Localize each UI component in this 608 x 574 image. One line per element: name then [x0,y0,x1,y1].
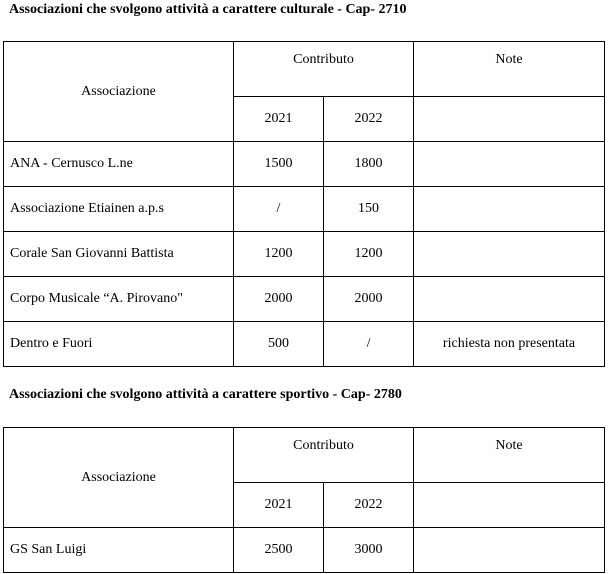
value-2022: 1200 [324,232,414,277]
note-cell: richiesta non presentata [414,322,605,367]
table-sportivo [3,427,605,573]
value-2021: 2000 [234,277,324,322]
header-associazione: Associazione [4,42,234,142]
value-2022: 150 [324,187,414,232]
note-cell [414,142,605,187]
table-row [4,187,605,232]
table-row [4,232,605,277]
note-cell [414,528,605,573]
note-cell [414,232,605,277]
value-2021: 1500 [234,142,324,187]
header-contributo: Contributo [234,428,414,483]
header-year-2021: 2021 [234,97,324,142]
header-year-2021: 2021 [234,483,324,528]
header-note: Note [414,428,605,483]
header-contributo: Contributo [234,42,414,97]
section-title-sportivo: Associazioni che svolgono attività a carattere sportivo - Cap- 2780 [9,387,402,402]
association-name: Associazione Etiainen a.p.s [4,187,234,232]
header-year-2022: 2022 [324,97,414,142]
table-row [4,528,605,573]
header-note-empty [414,97,605,142]
value-2021: / [234,187,324,232]
value-2022: / [324,322,414,367]
table-row [4,277,605,322]
header-associazione: Associazione [4,428,234,528]
value-2022: 1800 [324,142,414,187]
table-row [4,322,605,367]
table-row [4,142,605,187]
value-2021: 2500 [234,528,324,573]
header-note-empty [414,483,605,528]
association-name: Dentro e Fuori [4,322,234,367]
association-name: GS San Luigi [4,528,234,573]
header-year-2022: 2022 [324,483,414,528]
value-2021: 1200 [234,232,324,277]
association-name: Corale San Giovanni Battista [4,232,234,277]
association-name: Corpo Musicale “A. Pirovano" [4,277,234,322]
value-2022: 3000 [324,528,414,573]
header-note: Note [414,42,605,97]
note-cell [414,187,605,232]
note-cell [414,277,605,322]
section-title-culturale: Associazioni che svolgono attività a carattere culturale - Cap- 2710 [9,2,407,17]
association-name: ANA - Cernusco L.ne [4,142,234,187]
value-2021: 500 [234,322,324,367]
value-2022: 2000 [324,277,414,322]
table-culturale [3,41,605,367]
